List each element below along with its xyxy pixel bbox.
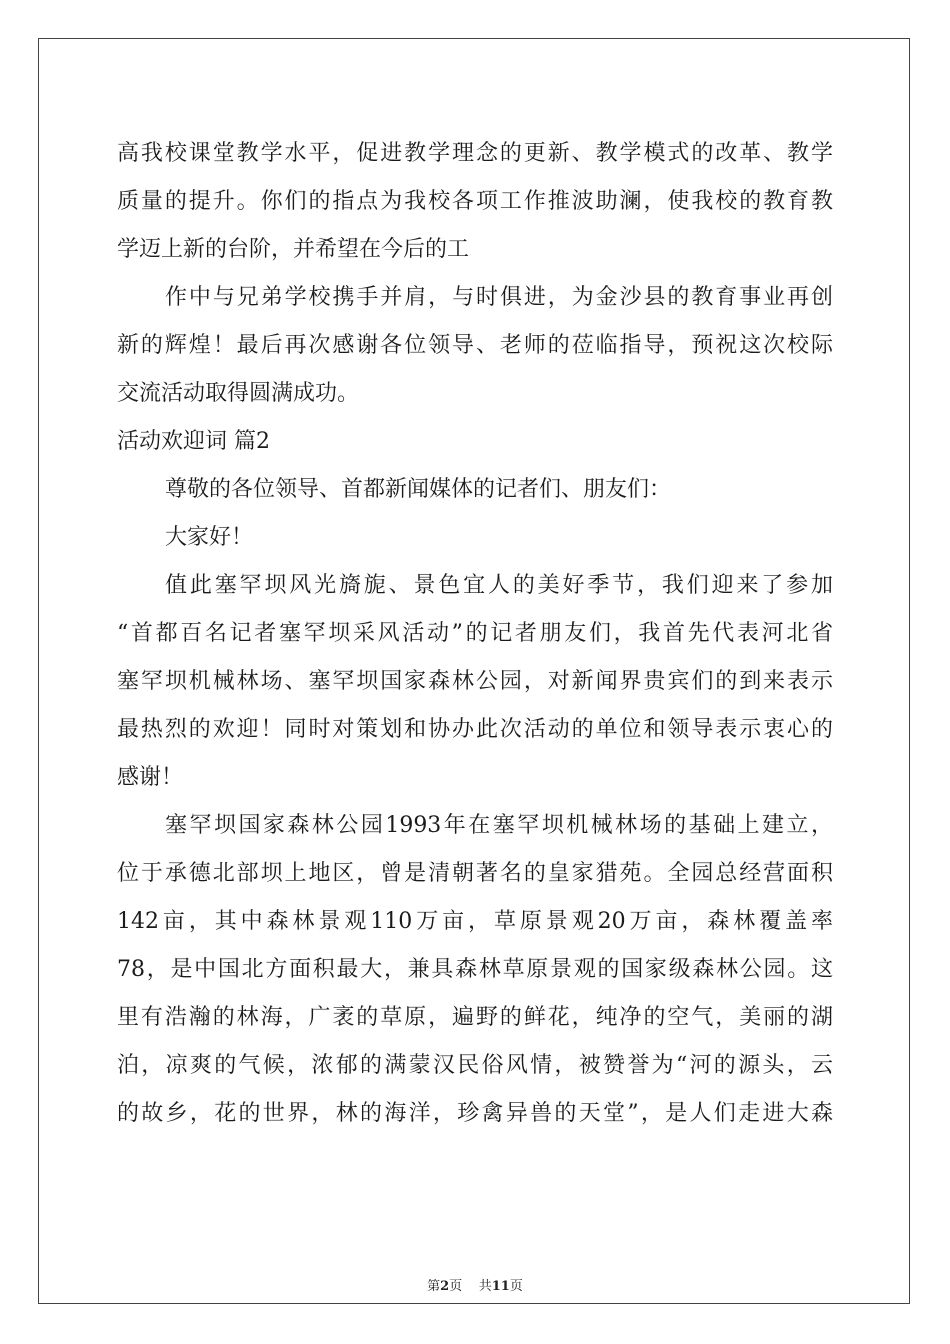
- section-heading: 活动欢迎词 篇2: [117, 429, 270, 454]
- text-line: 新的辉煌！最后再次感谢各位领导、老师的莅临指导，预祝这次校际: [117, 333, 833, 358]
- page-footer: [0, 1275, 950, 1294]
- total-unit: 页: [509, 1279, 523, 1294]
- page-unit: 页: [449, 1279, 463, 1294]
- text-line: “首都百名记者塞罕坝采风活动”的记者朋友们，我首先代表河北省: [117, 621, 833, 646]
- salutation: 尊敬的各位领导、首都新闻媒体的记者们、朋友们：: [165, 477, 672, 502]
- total-prefix: 共: [478, 1279, 492, 1294]
- text-line: 142亩，其中森林景观110万亩，草原景观20万亩，森林覆盖率: [117, 909, 833, 934]
- text-line: 高我校课堂教学水平，促进教学理念的更新、教学模式的改革、教学: [117, 141, 833, 166]
- text-line: 泊，凉爽的气候，浓郁的满蒙汉民俗风情，被赞誉为“河的源头，云: [117, 1053, 833, 1078]
- text-line: 的故乡，花的世界，林的海洋，珍禽异兽的天堂”，是人们走进大森: [117, 1101, 833, 1126]
- text-line: 78，是中国北方面积最大，兼具森林草原景观的国家级森林公园。这: [117, 957, 833, 982]
- text-line: 最热烈的欢迎！同时对策划和协办此次活动的单位和领导表示衷心的: [117, 717, 833, 742]
- text-line: 学迈上新的台阶，并希望在今后的工: [117, 237, 470, 262]
- text-line: 质量的提升。你们的指点为我校各项工作推波助澜，使我校的教育教: [117, 189, 833, 214]
- text-line: 塞罕坝机械林场、塞罕坝国家森林公园，对新闻界贵宾们的到来表示: [117, 669, 833, 694]
- total-pages: 11: [491, 1279, 510, 1294]
- page-prefix: 第: [427, 1279, 441, 1294]
- text-line: 感谢！: [117, 765, 184, 790]
- text-line: 里有浩瀚的林海，广袤的草原，遍野的鲜花，纯净的空气，美丽的湖: [117, 1005, 833, 1030]
- document-body: [117, 130, 833, 1138]
- greeting: 大家好！: [165, 525, 254, 550]
- text-line: 作中与兄弟学校携手并肩，与时俱进，为金沙县的教育事业再创: [165, 285, 833, 310]
- text-line: 位于承德北部坝上地区，曾是清朝著名的皇家猎苑。全园总经营面积: [117, 861, 833, 886]
- text-line: 塞罕坝国家森林公园1993年在塞罕坝机械林场的基础上建立，: [165, 813, 833, 838]
- text-line: 交流活动取得圆满成功。: [117, 381, 360, 406]
- page-number: 2: [440, 1279, 450, 1294]
- text-line: 值此塞罕坝风光旖旎、景色宜人的美好季节，我们迎来了参加: [165, 573, 833, 598]
